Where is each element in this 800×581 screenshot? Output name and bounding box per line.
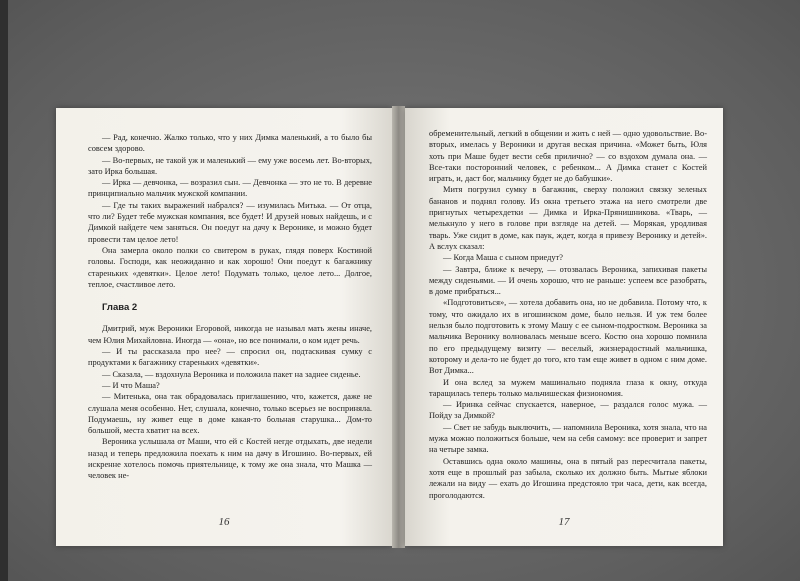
paragraph: Дмитрий, муж Вероники Егоровой, никогда не называл мать жены иначе, чем Юлия Михайловна. Иногда — «она», но все понимали, о ком идет речь. [88,324,372,345]
scanner-edge [0,0,8,581]
right-page [405,108,723,546]
paragraph: обременительный, легкий в общении и жить с ней — одно удовольствие. Во-вторых, имелась у Вероники и другая веская причина. «Может быть, Юля хоть при Маше будет вести себя прилично? — со вздохом думала она. — Все-таки посторонний человек, с ребенком... А Димка станет с Костей играть, и, даст бог, мальчику будет не до бабушки». [429,129,707,184]
paragraph: — Завтра, ближе к вечеру, — отозвалась Вероника, запихивая пакеты между сиденьями. — И очень хорошо, что не раньше: успеем все разобрать, в доме прибраться... [429,264,707,297]
right-page-text [429,128,707,501]
paragraph: — Во-первых, не такой уж и маленький — ему уже восемь лет. Во-вторых, зато Ирка большая. [88,155,372,176]
paragraph: — Где ты таких выражений набрался? — изумилась Митька. — От отца, что ли? Будет тебе мужская компания, все будет! И друзей новых найдешь, и с Димкой найдете чем заняться. Он поедут на дачу к Веронике, и можно будет провести там целое лето! [88,200,372,244]
paragraph: Митя погрузил сумку в багажник, сверху положил связку зеленых бананов и поднял голову. Из окна третьего этажа на него смотрели две пригнутых четырехдетки — Димка и Ирка-Прянишникова. «Тварь, — мелькнуло у него в голове при взгляде на детей. — Морякая, уродливая тварь. Уже сидит в доме, как паук, ждет, когда я привезу Веронику и детей». А вслух сказал: [429,185,707,251]
paragraph: — Митенька, она так обрадовалась приглашению, что, кажется, даже не слушала меня особенно. Нет, слушала, конечно, только всерьез не восприняла. Подумаешь, ну живет еще в доме какая-то больная старушка... Дом-то большой, места хватит на всех. [88,392,372,436]
paragraph: — Свет не забудь выключить, — напомнила Вероника, хотя знала, что на мужа можно положиться больше, чем на себя самому: все проверит и запрет на четыре замка. [429,422,707,455]
paragraph: — Ирка — девчонка, — возразил сын. — Девчонка — это не то. В деревне принципиально мальчик мужской компании. [88,178,372,199]
book-gutter [392,106,405,548]
paragraph: Она замерла около полки со свитером в руках, глядя поверх Костиной головы. Господи, как неожиданно и как хорошо! Они поедут к багажнику стареньких «девятки». Целое лето! Подумать только, целое лето... Долгое, теплое, счастливое лето. [88,245,372,289]
paragraph: — Когда Маша с сыном приедут? [443,253,563,263]
paragraph: И она вслед за мужем машинально подняла глаза к окну, откуда таращилась теперь только мальчишеская физиономия. [429,377,707,398]
paragraph: Оставшись одна около машины, она в пятый раз пересчитала пакеты, хотя еще в прошлый раз забыла, сколько их должно быть. Мытые яблоки лежали на виду — ехать до Игошина предстояло три часа, дети, как всегда, проголодаются. [429,456,707,500]
chapter-heading: Глава 2 [102,302,138,314]
paragraph: — Иринка сейчас спускается, наверное, — раздался голос мужа. — Пойду за Димкой? [429,400,707,421]
left-page-text [88,132,372,482]
paragraph: Вероника услышала от Маши, что ей с Костей негде отдыхать, две недели назад и теперь предложила поехать к ним на дачу в Игошино. Во-первых, ей искренне хотелось помочь приятельнице, к тому же она знала, что Машка — человек не- [88,437,372,481]
left-page [56,108,392,546]
paragraph: «Подготовиться», — хотела добавить она, но не добавила. Потому что, к тому, что ожидало их в игошинском доме, было нельзя. И уж тем более нельзя было подготовить к этому Машу с ее сыном-подростком. Вероника за мальчика Веронику волновалась меньше всего. Костю она хорошо помнила по его предыдущему визиту — веселый, жизнерадостный мальчишка, которому и дела-то не будет до того, кто там еще живет в одном с ним доме. Вот Димка... [429,298,707,376]
page-number: 17 [558,516,570,528]
paragraph: — И что Маша? [102,380,160,390]
paragraph: — Сказала, — вздохнула Вероника и положила пакет на заднее сиденье. [102,369,361,379]
page-number: 16 [218,516,230,528]
paragraph: — И ты рассказала про нее? — спросил он, подтаскивая сумку с продуктами к багажнику стареньких «девятки». [88,347,372,368]
paragraph: — Рад, конечно. Жалко только, что у них Димка маленький, а то было бы совсем здорово. [88,133,372,154]
